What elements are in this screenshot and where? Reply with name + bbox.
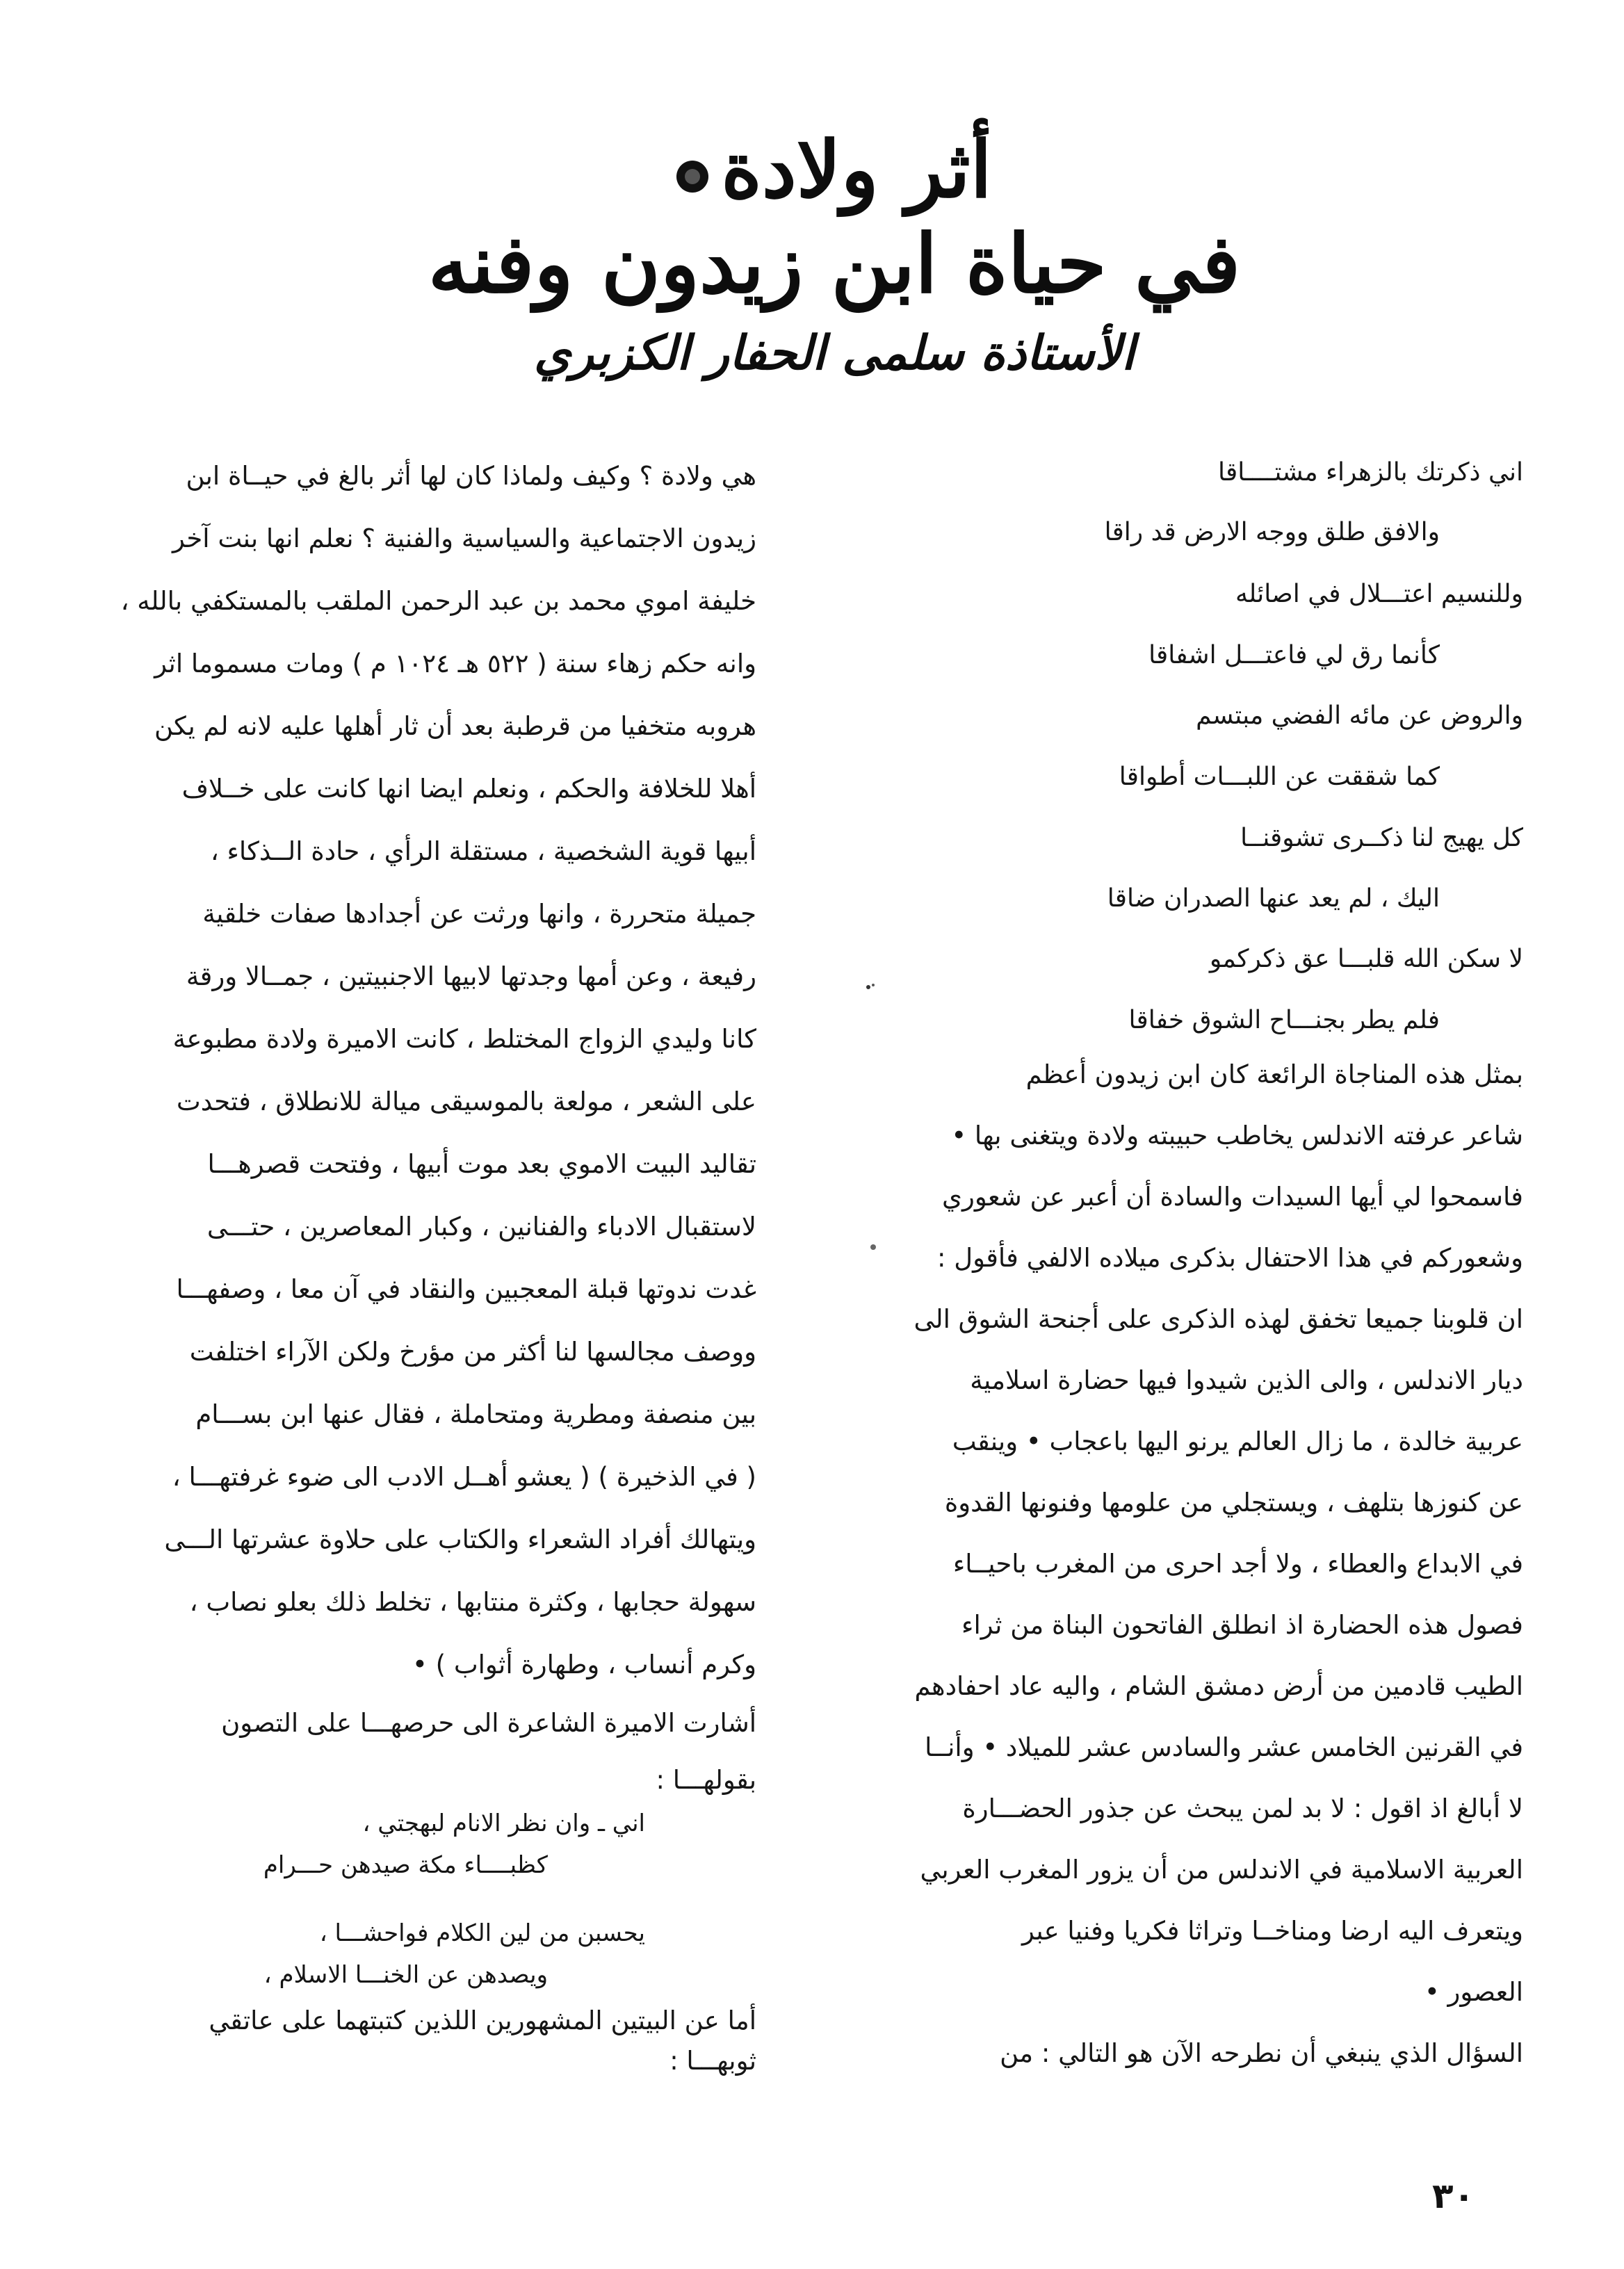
prose-line: ثوبهـــا : (669, 2046, 756, 2076)
prose-line: بمثل هذه المناجاة الرائعة كان ابن زيدون أعظم (1025, 1059, 1523, 1089)
verse-line: والروض عن مائه الفضي مبتسم (1196, 701, 1523, 730)
verse-line: كظبــــاء مكة صيدهن حـــرام (263, 1851, 548, 1879)
prose-line: زيدون الاجتماعية والسياسية والفنية ؟ نعلم انها بنت آخر (172, 523, 756, 553)
prose-line: ان قلوبنا جميعا تخفق لهذه الذكرى على أجنحة الشوق الى (914, 1304, 1523, 1334)
prose-line: أبيها قوية الشخصية ، مستقلة الرأي ، حادة الــذكاء ، (210, 836, 756, 866)
verse-line: اني ـ وان نظر الانام لبهجتي ، (362, 1809, 645, 1837)
prose-line: في الابداع والعطاء ، ولا أجد احرى من المغرب باحيــاء (952, 1549, 1523, 1579)
prose-line: ويتعرف اليه ارضا ومناخــا وتراثا فكريا وفنيا عبر (1022, 1916, 1523, 1946)
print-speck (866, 984, 876, 991)
prose-line: ووصف مجالسها لنا أكثر من مؤرخ ولكن الآراء اختلفت (189, 1337, 756, 1367)
article-title-block (348, 118, 1321, 403)
article-title-line-2: في حياة ابن زيدون وفنه (428, 217, 1241, 311)
page-number: ٣٠ (1432, 2176, 1475, 2216)
prose-line: جميلة متحررة ، وانها ورثت عن أجدادها صفات خلقية (202, 899, 756, 929)
prose-line: غدت ندوتها قبلة المعجبين والنقاد في آن معا ، وصفهـــا (176, 1274, 756, 1304)
prose-line: كانا وليدي الزواج المختلط ، كانت الاميرة ولادة مطبوعة (172, 1024, 756, 1054)
prose-line: ويتهالك أفراد الشعراء والكتاب على حلاوة عشرتها الـــى (164, 1524, 756, 1554)
prose-line: سهولة حجابها ، وكثرة منتابها ، تخلط ذلك بعلو نصاب ، (189, 1587, 756, 1617)
prose-line: الطيب قادمين من أرض دمشق الشام ، واليه عاد احفادهم (914, 1671, 1523, 1701)
verse-line: كما شققت عن اللبـــات أطواقا (1119, 763, 1440, 791)
verse-line: ويصدهن عن الخنـــا الاسلام ، (263, 1961, 548, 1989)
print-speck (870, 1244, 876, 1250)
verse-line: كل يهيج لنا ذكــرى تشوقنــا (1240, 824, 1523, 852)
prose-line: أما عن البيتين المشهورين اللذين كتبتهما على عاتقي (209, 2006, 756, 2035)
prose-line: وانه حكم زهاء سنة ( ٥٢٢ هـ ١٠٢٤ م ) ومات مسموما اثر (154, 649, 756, 678)
prose-line: السؤال الذي ينبغي أن نطرحه الآن هو التالي : من (1000, 2038, 1523, 2068)
article-title-line-1 (348, 118, 1321, 222)
prose-line: العربية الاسلامية في الاندلس من أن يزور المغرب العربي (920, 1855, 1523, 1885)
verse-line: وللنسيم اعتـــلال في اصائله (1235, 580, 1523, 608)
prose-line: تقاليد البيت الاموي بعد موت أبيها ، وفتحت قصرهـــا (207, 1149, 756, 1179)
prose-line: وشعوركم في هذا الاحتفال بذكرى ميلاده الالفي فأقول : (936, 1243, 1523, 1273)
prose-line: عربية خالدة ، ما زال العالم يرنو اليها باعجاب • وينقب (952, 1426, 1523, 1456)
prose-line: فاسمحوا لي أيها السيدات والسادة أن أعبر عن شعوري (942, 1182, 1523, 1212)
prose-line: بقولهـــا : (656, 1765, 756, 1795)
prose-line: ( في الذخيرة ) ( يعشو أهــل الادب الى ضوء غرفتهـــا ، (172, 1462, 756, 1492)
prose-line: على الشعر ، مولعة بالموسيقى ميالة للانطلاق ، فتحدت (176, 1087, 756, 1116)
prose-line: بين منصفة ومطرية ومتحاملة ، فقال عنها ابن بســـام (195, 1399, 756, 1429)
article-author: الأستاذة سلمى الحفار الكزبري (533, 325, 1135, 381)
bullet-icon (676, 161, 708, 193)
prose-line: لا أبالغ اذ اقول : لا بد لمن يبحث عن جذور الحضـــارة (962, 1794, 1523, 1823)
prose-line: في القرنين الخامس عشر والسادس عشر للميلاد • وأنــا (925, 1732, 1523, 1762)
verse-line: اليك ، لم يعد عنها الصدران ضاقا (1107, 884, 1440, 913)
prose-line: شاعر عرفته الاندلس يخاطب حبيبته ولادة ويتغنى بها • (951, 1121, 1523, 1150)
verse-line: لا سكن الله قلبـــا عق ذكركمو (1209, 945, 1523, 973)
prose-line: أهلا للخلافة والحكم ، ونعلم ايضا انها كانت على خــلاف (181, 774, 756, 804)
prose-line: العصور • (1424, 1977, 1523, 2007)
verse-line: كأنما رق لي فاعتـــل اشفاقا (1148, 641, 1440, 669)
prose-line: عن كنوزها بتلهف ، ويستجلي من علومها وفنونها القدوة (944, 1488, 1523, 1518)
prose-line: فصول هذه الحضارة اذ انطلق الفاتحون البناة من ثراء (961, 1610, 1523, 1640)
verse-line: والافق طلق ووجه الارض قد راقا (1104, 518, 1440, 546)
prose-line: أشارت الاميرة الشاعرة الى حرصهـــا على التصون (221, 1708, 756, 1738)
title-text-1: أثر ولادة (721, 124, 992, 215)
prose-line: هروبه متخفيا من قرطبة بعد أن ثار أهلها عليه لانه لم يكن (154, 711, 756, 741)
verse-line: فلم يطر بجنـــاح الشوق خفاقا (1128, 1006, 1440, 1034)
prose-line: رفيعة ، وعن أمها وجدتها لابيها الاجنبيتين ، جمــالا ورقة (186, 961, 756, 991)
prose-line: خليفة اموي محمد بن عبد الرحمن الملقب بالمستكفي بالله ، (120, 586, 756, 616)
prose-line: ديار الاندلس ، والى الذين شيدوا فيها حضارة اسلامية (970, 1365, 1523, 1395)
prose-line: هي ولادة ؟ وكيف ولماذا كان لها أثر بالغ في حيــاة ابن (186, 461, 756, 491)
prose-line: وكرم أنساب ، وطهارة أثواب ) • (412, 1650, 756, 1680)
prose-line: لاستقبال الادباء والفنانين ، وكبار المعاصرين ، حتـــى (206, 1212, 756, 1242)
verse-line: يحسبن من لين الكلام فواحشـــا ، (319, 1919, 645, 1947)
verse-line: اني ذكرتك بالزهراء مشتــــاقا (1218, 458, 1523, 487)
